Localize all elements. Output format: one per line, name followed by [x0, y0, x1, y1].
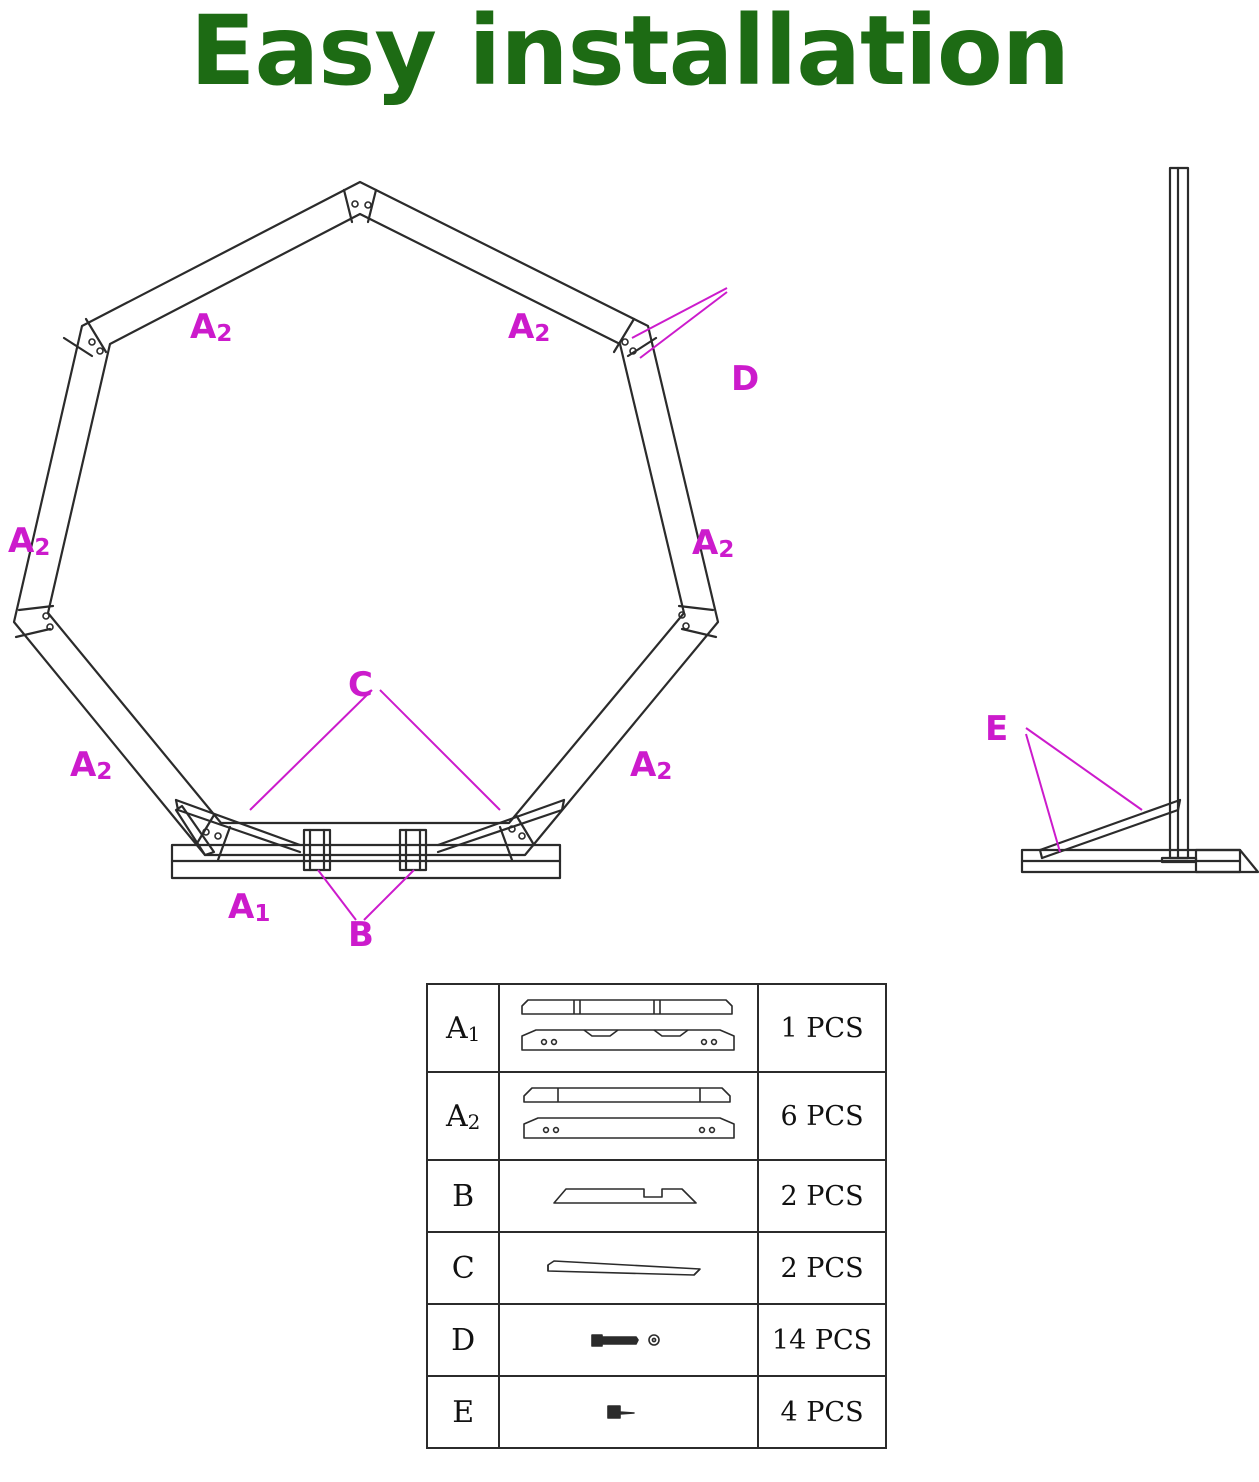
table-row — [427, 1160, 886, 1232]
label-a2-top-left: A2 — [190, 307, 233, 347]
part-qty-d: 14 PCS — [758, 1304, 886, 1376]
label-d-callout: D — [731, 359, 760, 399]
part-code-e: E — [427, 1376, 499, 1448]
table-row — [427, 1376, 886, 1448]
label-e-callout: E — [985, 709, 1009, 749]
page-title: Easy installation — [189, 0, 1070, 107]
table-row — [427, 984, 886, 1072]
part-icon-thin-rod-icon — [499, 1232, 758, 1304]
part-qty-c: 2 PCS — [758, 1232, 886, 1304]
part-icon-notched-bracket-icon — [499, 1160, 758, 1232]
parts-list-table — [426, 983, 887, 1449]
table-row — [427, 1304, 886, 1376]
label-a2-right: A2 — [692, 523, 735, 563]
part-qty-e: 4 PCS — [758, 1376, 886, 1448]
label-a2-bottom-right: A2 — [630, 745, 673, 785]
part-code-c: C — [427, 1232, 499, 1304]
part-icon-screw-with-washer-icon — [499, 1304, 758, 1376]
part-icon-double-beam-long-icon — [499, 984, 758, 1072]
label-a2-bottom-left: A2 — [70, 745, 113, 785]
label-c-callout: C — [348, 665, 373, 705]
table-row — [427, 1072, 886, 1160]
label-b-callout: B — [348, 915, 374, 955]
label-a2-left: A2 — [8, 521, 51, 561]
part-icon-ground-stake-icon — [499, 1376, 758, 1448]
part-icon-double-beam-icon — [499, 1072, 758, 1160]
part-code-a2: A2 — [427, 1072, 499, 1160]
part-code-d: D — [427, 1304, 499, 1376]
part-qty-b: 2 PCS — [758, 1160, 886, 1232]
label-a1-bottom: A1 — [228, 887, 271, 927]
assembly-drawing — [0, 110, 1259, 970]
table-row — [427, 1232, 886, 1304]
part-code-b: B — [427, 1160, 499, 1232]
part-qty-a1: 1 PCS — [758, 984, 886, 1072]
part-code-a1: A1 — [427, 984, 499, 1072]
part-qty-a2: 6 PCS — [758, 1072, 886, 1160]
label-a2-top-right: A2 — [508, 307, 551, 347]
